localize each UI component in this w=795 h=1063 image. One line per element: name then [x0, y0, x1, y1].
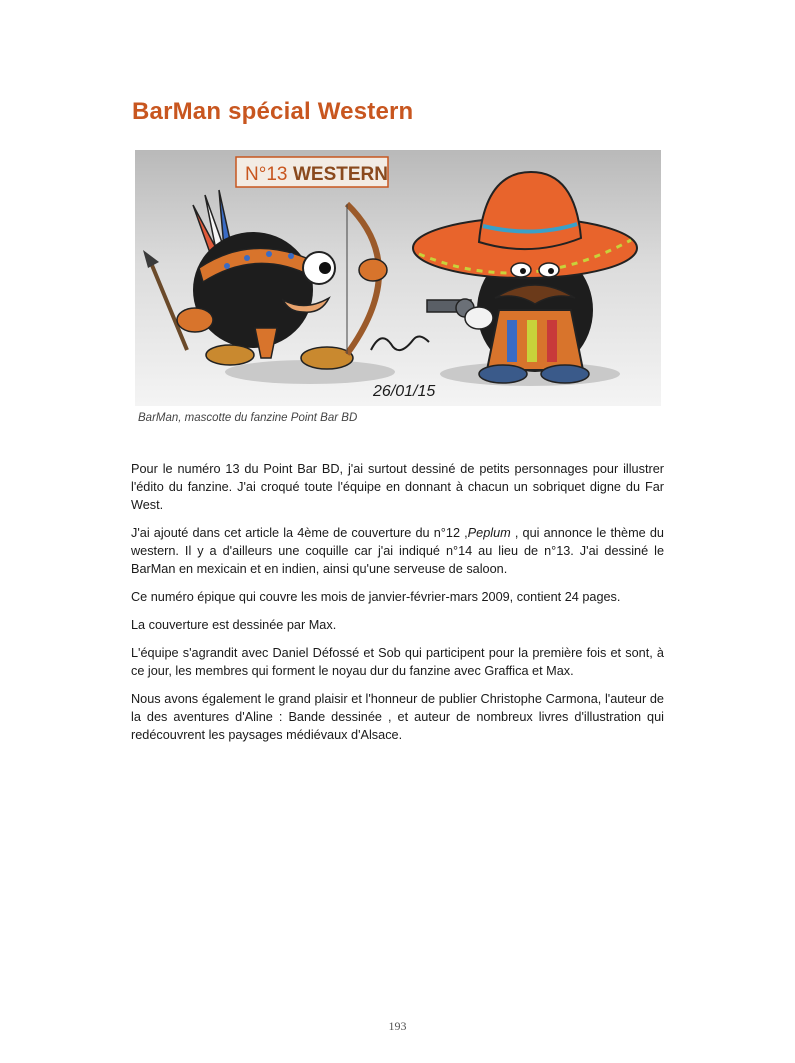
emphasis-text: Peplum: [467, 526, 511, 540]
badge-number: N°13: [245, 164, 288, 185]
page-number: 193: [388, 1019, 407, 1033]
badge-word: WESTERN: [293, 164, 388, 185]
indian-barman-character: [143, 190, 387, 369]
issue-badge: [236, 157, 388, 187]
paragraph: Pour le numéro 13 du Point Bar BD, j'ai surtout dessiné de petits personnages pour illustrer l'édito du fanzine. J'ai croqué toute l'équipe en donnant à chacun un sobriquet digne du Far West.: [131, 462, 664, 512]
signature-date: 26/01/15: [373, 383, 436, 400]
figure-caption: BarMan, mascotte du fanzine Point Bar BD: [138, 412, 358, 424]
article-body: [131, 460, 664, 754]
paragraph: J'ai ajouté dans cet article la 4ème de couverture du n°12 ,Peplum , qui annonce le thème du western. Il y a d'ailleurs une coquille car j'ai indiqué n°14 au lieu de n°13. J'ai dessiné le BarMan en mexicain et en indien, ainsi qu'une serveuse de saloon.: [131, 526, 664, 576]
paragraph: Ce numéro épique qui couvre les mois de janvier-février-mars 2009, contient 24 pages.: [131, 590, 621, 604]
page-title: BarMan spécial Western: [132, 98, 414, 125]
paragraph: La couverture est dessinée par Max.: [131, 618, 337, 632]
western-illustration: [135, 150, 661, 406]
paragraph: Nous avons également le grand plaisir et l'honneur de publier Christophe Carmona, l'auteur de la des aventures d'Aline : Bande dessinée , et auteur de nombreux livres d'illustration qui redécouvrent les paysages médiévaux d'Alsace.: [131, 692, 664, 742]
paragraph: L'équipe s'agrandit avec Daniel Défossé et Sob qui participent pour la première fois et sont, à ce jour, les membres qui forment le noyau dur du fanzine avec Graffica et Max.: [131, 646, 664, 678]
mexican-barman-character: [413, 172, 637, 383]
